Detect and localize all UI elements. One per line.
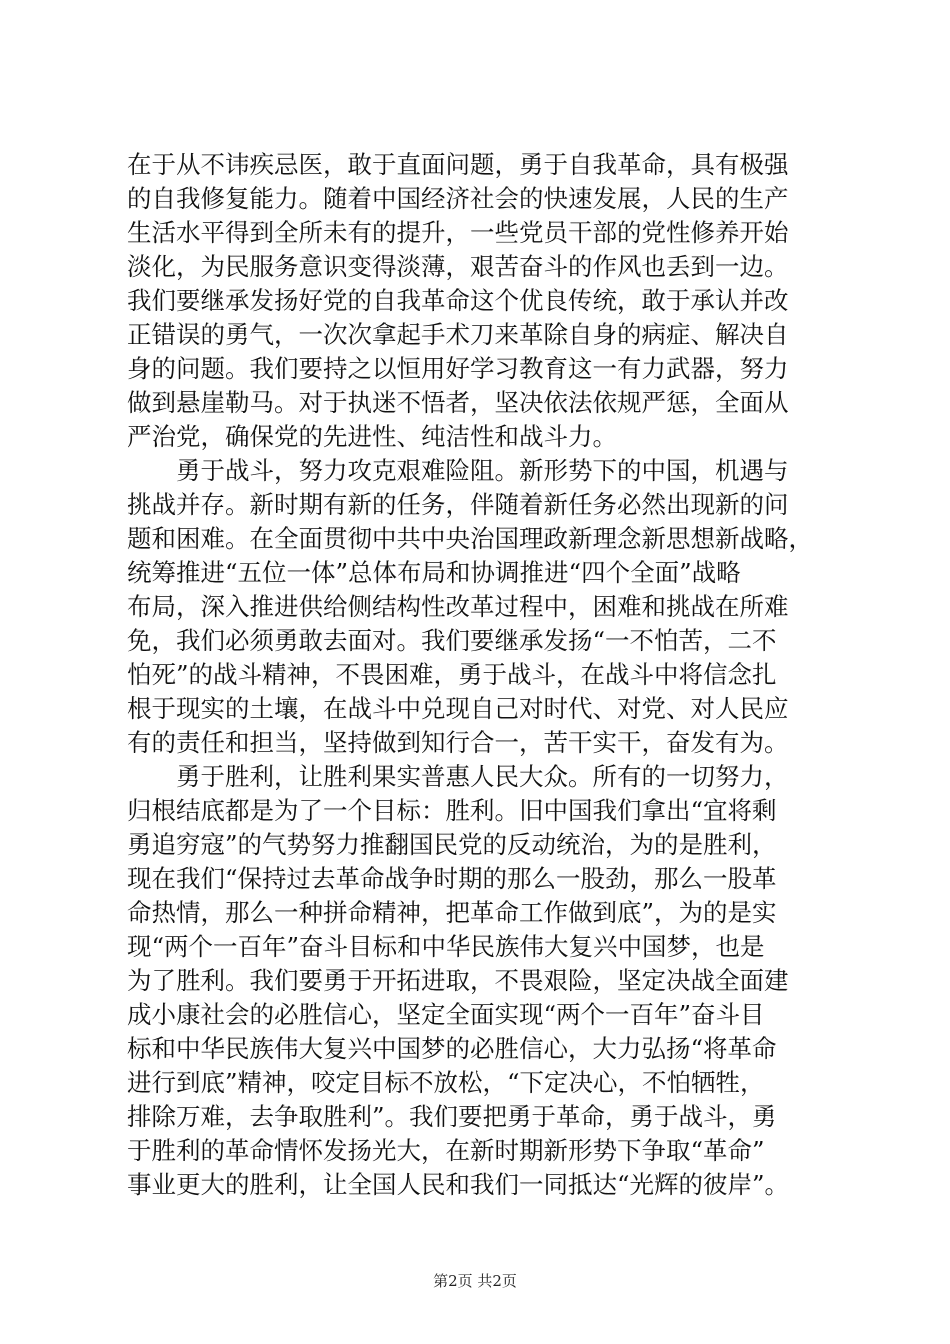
text-line: 我们要继承发扬好党的自我革命这个优良传统，敢于承认并改 (127, 286, 789, 315)
text-line: 根于现实的土壤，在战斗中兑现自己对时代、对党、对人民应 (127, 694, 789, 723)
text-line: 成小康社会的必胜信心，坚定全面实现“两个一百年”奋斗目 (127, 1000, 765, 1029)
text-line: 勇于胜利，让胜利果实普惠人民大众。所有的一切努力， (127, 762, 789, 791)
text-line: 统筹推进“五位一体”总体布局和协调推进“四个全面”战略 (127, 558, 741, 587)
text-line: 的自我修复能力。随着中国经济社会的快速发展，人民的生产 (127, 184, 789, 213)
text-line: 免，我们必须勇敢去面对。我们要继承发扬“一不怕苦，二不 (127, 626, 777, 655)
text-line: 生活水平得到全所未有的提升，一些党员干部的党性修养开始 (127, 218, 789, 247)
text-line: 勇于战斗，努力攻克艰难险阻。新形势下的中国，机遇与 (127, 456, 789, 485)
text-line: 标和中华民族伟大复兴中国梦的必胜信心，大力弘扬“将革命 (127, 1034, 777, 1063)
text-line: 现“两个一百年”奋斗目标和中华民族伟大复兴中国梦，也是 (127, 932, 765, 961)
text-line: 布局，深入推进供给侧结构性改革过程中，困难和挑战在所难 (127, 592, 789, 621)
page-number-footer: 第2页 共2页 (433, 1272, 517, 1290)
text-line: 做到悬崖勒马。对于执迷不悟者，坚决依法依规严惩，全面从 (127, 388, 789, 417)
text-line: 命热情，那么一种拼命精神，把革命工作做到底”，为的是实 (127, 898, 777, 927)
text-line: 现在我们“保持过去革命战争时期的那么一股劲，那么一股革 (127, 864, 777, 893)
text-line: 归根结底都是为了一个目标：胜利。旧中国我们拿出“宜将剩 (127, 796, 777, 825)
text-line: 有的责任和担当，坚持做到知行合一，苦干实干，奋发有为。 (127, 728, 789, 757)
text-line: 排除万难，去争取胜利”。我们要把勇于革命，勇于战斗，勇 (127, 1102, 777, 1131)
text-line: 身的问题。我们要持之以恒用好学习教育这一有力武器，努力 (127, 354, 789, 383)
text-line: 严治党，确保党的先进性、纯洁性和战斗力。 (127, 422, 617, 451)
text-line: 勇追穷寇”的气势努力推翻国民党的反动统治，为的是胜利， (127, 830, 777, 859)
text-line: 在于从不讳疾忌医，敢于直面问题，勇于自我革命，具有极强 (127, 150, 789, 179)
text-line: 事业更大的胜利，让全国人民和我们一同抵达“光辉的彼岸”。 (127, 1170, 790, 1199)
body-text (127, 148, 827, 1202)
text-line: 题和困难。在全面贯彻中共中央治国理政新理念新思想新战略， (127, 524, 813, 553)
text-line: 进行到底”精神，咬定目标不放松，“下定决心，不怕牺牲， (127, 1068, 765, 1097)
text-line: 为了胜利。我们要勇于开拓进取，不畏艰险，坚定决战全面建 (127, 966, 789, 995)
text-line: 于胜利的革命情怀发扬光大，在新时期新形势下争取“革命” (127, 1136, 765, 1165)
text-line: 怕死”的战斗精神，不畏困难，勇于战斗，在战斗中将信念扎 (127, 660, 777, 689)
text-line: 正错误的勇气，一次次拿起手术刀来革除自身的病症、解决自 (127, 320, 789, 349)
text-line: 淡化，为民服务意识变得淡薄，艰苦奋斗的作风也丢到一边。 (127, 252, 789, 281)
text-line: 挑战并存。新时期有新的任务，伴随着新任务必然出现新的问 (127, 490, 789, 519)
